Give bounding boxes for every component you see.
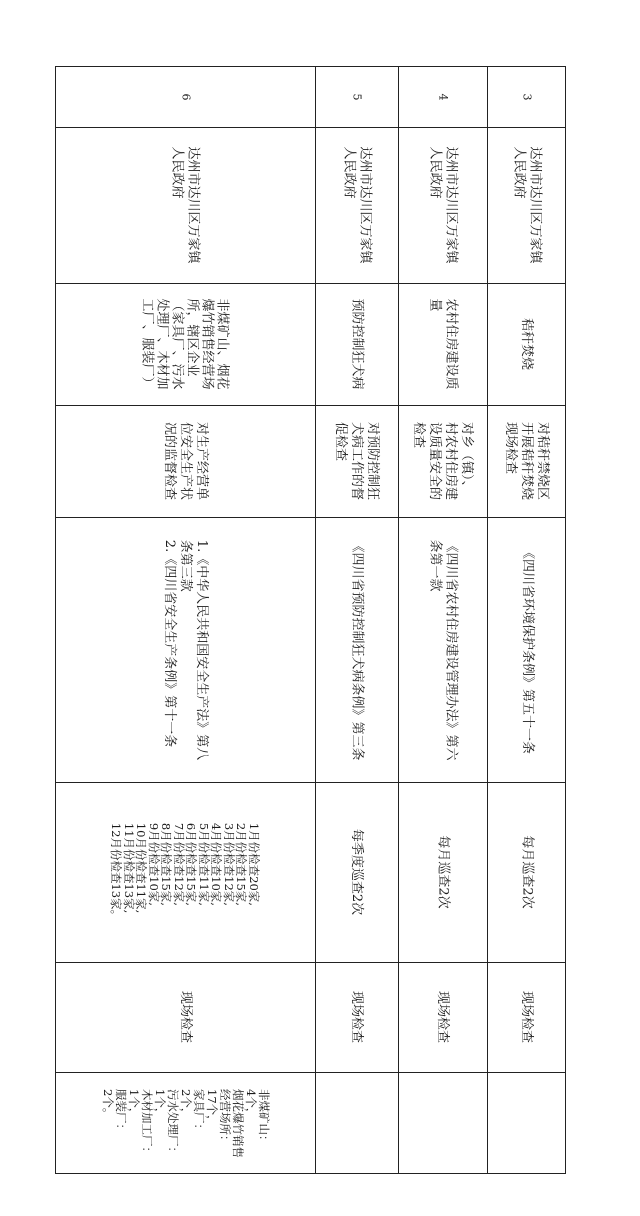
table-cell-item — [487, 283, 566, 405]
table-cell-basis — [55, 517, 315, 782]
cell-line: 村农村住房建 — [443, 421, 459, 501]
cell-line: 1个， — [126, 1088, 141, 1119]
cell-line: 对秸秆禁烧区 — [535, 421, 551, 501]
table-cell-org — [398, 127, 487, 283]
cell-line: 12月份检查13家。 — [109, 822, 124, 922]
table-cell-basis — [315, 517, 398, 782]
cell-text-no — [519, 93, 535, 100]
cell-line: 现场检查 — [435, 990, 451, 1044]
cell-line: 每月巡查2次 — [519, 835, 535, 909]
cell-line: 2.《四川省安全生产条例》第十一条 — [162, 539, 177, 747]
cell-line: 2个， — [178, 1088, 193, 1119]
cell-line: 2个。 — [100, 1088, 115, 1119]
cell-line: 犬病工作的督 — [349, 421, 365, 501]
cell-line: 1月份检查20家, — [247, 822, 261, 906]
cell-line: 人民政府 — [427, 146, 443, 199]
cell-line: 农村住房建设质 — [443, 298, 459, 390]
cell-line: 现场检查 — [519, 990, 535, 1044]
table-cell-content — [398, 405, 487, 517]
cell-text-count — [101, 1089, 270, 1158]
cell-line: 达州市达川区万家镇 — [443, 146, 459, 264]
table-cell-content — [487, 405, 566, 517]
cell-line: 经营场所： — [217, 1088, 232, 1146]
cell-text-content — [161, 422, 209, 500]
cell-line: 对乡（镇）、 — [459, 421, 475, 494]
cell-line: 处理厂、木材加 — [154, 298, 170, 390]
table-cell-no — [55, 66, 315, 127]
cell-line: 现场检查 — [177, 990, 193, 1044]
cell-text-no — [435, 93, 451, 100]
cell-line: 预防控制狂犬病 — [349, 298, 365, 390]
cell-text-org — [341, 146, 373, 263]
cell-line: 量 — [427, 298, 443, 312]
cell-line: 3 — [520, 93, 534, 100]
cell-line: 条第一款 — [427, 538, 443, 592]
table-cell-no — [315, 66, 398, 127]
cell-line: 2月份检查15家, — [234, 822, 249, 906]
cell-text-method — [518, 991, 534, 1043]
cell-line: 设质量安全的 — [427, 421, 443, 501]
cell-line: 达州市达川区万家镇 — [185, 146, 201, 264]
cell-line: 人民政府 — [341, 146, 357, 199]
table-cell-org — [315, 127, 398, 283]
cell-line: 现场检查 — [349, 990, 365, 1044]
cell-text-org — [427, 146, 459, 263]
cell-line: 烟花爆竹销售 — [230, 1088, 245, 1158]
cell-line: 9月份检查10家, — [147, 822, 161, 906]
cell-line: 人民政府 — [511, 146, 527, 199]
table-cell-content — [55, 405, 315, 517]
cell-line: 现场检查 — [503, 421, 519, 475]
cell-line: 工厂、服装厂） — [139, 298, 155, 390]
cell-line: 5月份检查11家, — [197, 822, 211, 906]
cell-line: 11月份检查13家, — [122, 822, 136, 914]
table-cell-item — [315, 283, 398, 405]
cell-line: 4月份检查10家, — [209, 822, 224, 906]
cell-line: 污水处理厂： — [165, 1088, 180, 1158]
cell-line: 达州市达川区万家镇 — [357, 146, 373, 264]
cell-line: 服装厂： — [113, 1088, 128, 1135]
cell-text-item — [427, 298, 459, 389]
cell-line: 1.《中华人民共和国安全生产法》第八 — [194, 539, 209, 760]
cell-line: 非煤矿山、烟花 — [214, 298, 230, 390]
cell-line: 1个， — [152, 1088, 167, 1119]
table-cell-count — [55, 1072, 315, 1174]
table-cell-item — [398, 283, 487, 405]
cell-text-basis — [427, 539, 459, 760]
cell-line: 秸秆焚烧 — [519, 317, 535, 371]
cell-text-org — [511, 146, 543, 263]
cell-text-content — [410, 422, 474, 500]
cell-line: 10月份检查11家, — [134, 822, 149, 914]
cell-line: 4 — [436, 93, 450, 100]
cell-text-method — [177, 991, 193, 1043]
cell-text-item — [349, 298, 365, 389]
cell-text-org — [169, 146, 201, 263]
table-cell-count — [487, 1072, 566, 1174]
table-cell-freq — [55, 782, 315, 962]
cell-line: 《四川省农村住房建设管理办法》第六 — [443, 538, 459, 761]
cell-line: 人民政府 — [169, 146, 185, 199]
cell-line: 检查 — [411, 421, 427, 449]
cell-line: 促检查 — [333, 421, 349, 462]
table-cell-org — [55, 127, 315, 283]
table-cell-count — [398, 1072, 487, 1174]
table-cell-method — [55, 962, 315, 1072]
cell-line: 对生产经营单 — [193, 421, 209, 501]
table-cell-item — [55, 283, 315, 405]
table-cell-method — [398, 962, 487, 1072]
cell-line: 每季度巡查2次 — [349, 828, 365, 916]
cell-text-freq — [435, 835, 451, 908]
cell-line: 所，辖区企业 — [184, 298, 200, 377]
cell-line: 况的监督检查 — [161, 421, 177, 501]
cell-text-freq — [349, 829, 365, 915]
cell-line: 《四川省预防控制狂犬病条例》第三条 — [349, 538, 365, 761]
cell-line: 4个， — [243, 1088, 258, 1119]
table-cell-freq — [315, 782, 398, 962]
cell-text-method — [434, 991, 450, 1043]
cell-line: 17个， — [204, 1088, 219, 1127]
cell-text-basis — [519, 545, 535, 753]
cell-line: 6 — [179, 93, 192, 100]
cell-text-freq — [110, 823, 260, 921]
table-cell-freq — [487, 782, 566, 962]
cell-text-content — [502, 422, 550, 500]
cell-line: 7月份检查12家, — [172, 822, 186, 906]
cell-text-item — [140, 298, 230, 389]
table-cell-content — [315, 405, 398, 517]
cell-line: 《四川省环境保护条例》第五十一条 — [519, 545, 535, 754]
cell-line: 非煤矿山： — [256, 1088, 271, 1146]
table-cell-count — [315, 1072, 398, 1174]
cell-line: 位安全生产状 — [177, 421, 193, 501]
cell-line: 每月巡查2次 — [435, 835, 451, 909]
cell-line: 对预防控制狂 — [365, 421, 381, 501]
cell-text-no — [177, 93, 193, 100]
cell-text-method — [348, 991, 364, 1043]
table-cell-basis — [487, 517, 566, 782]
cell-line: 木材加工厂： — [139, 1088, 154, 1158]
table-cell-freq — [398, 782, 487, 962]
table-cell-method — [487, 962, 566, 1072]
table-cell-no — [487, 66, 566, 127]
cell-text-freq — [519, 835, 535, 908]
cell-line: 条第三款 — [178, 539, 193, 592]
cell-line: 5 — [350, 93, 364, 100]
cell-text-no — [349, 93, 365, 100]
cell-text-basis — [161, 539, 209, 759]
cell-line: （家具厂、污水 — [169, 298, 185, 390]
cell-line: 爆竹销售经营场 — [199, 298, 215, 390]
cell-line: 6月份检查15家, — [184, 822, 199, 906]
table-cell-no — [398, 66, 487, 127]
cell-text-basis — [349, 539, 365, 760]
table-cell-org — [487, 127, 566, 283]
cell-line: 家具厂： — [191, 1088, 206, 1135]
cell-line: 8月份检查15家, — [159, 822, 174, 906]
table-cell-basis — [398, 517, 487, 782]
cell-line: 开展秸秆焚烧 — [519, 421, 535, 501]
cell-text-item — [518, 318, 534, 370]
cell-line: 3月份检查12家, — [222, 822, 236, 906]
table-cell-method — [315, 962, 398, 1072]
cell-line: 达州市达川区万家镇 — [527, 146, 543, 264]
cell-text-content — [332, 422, 380, 500]
